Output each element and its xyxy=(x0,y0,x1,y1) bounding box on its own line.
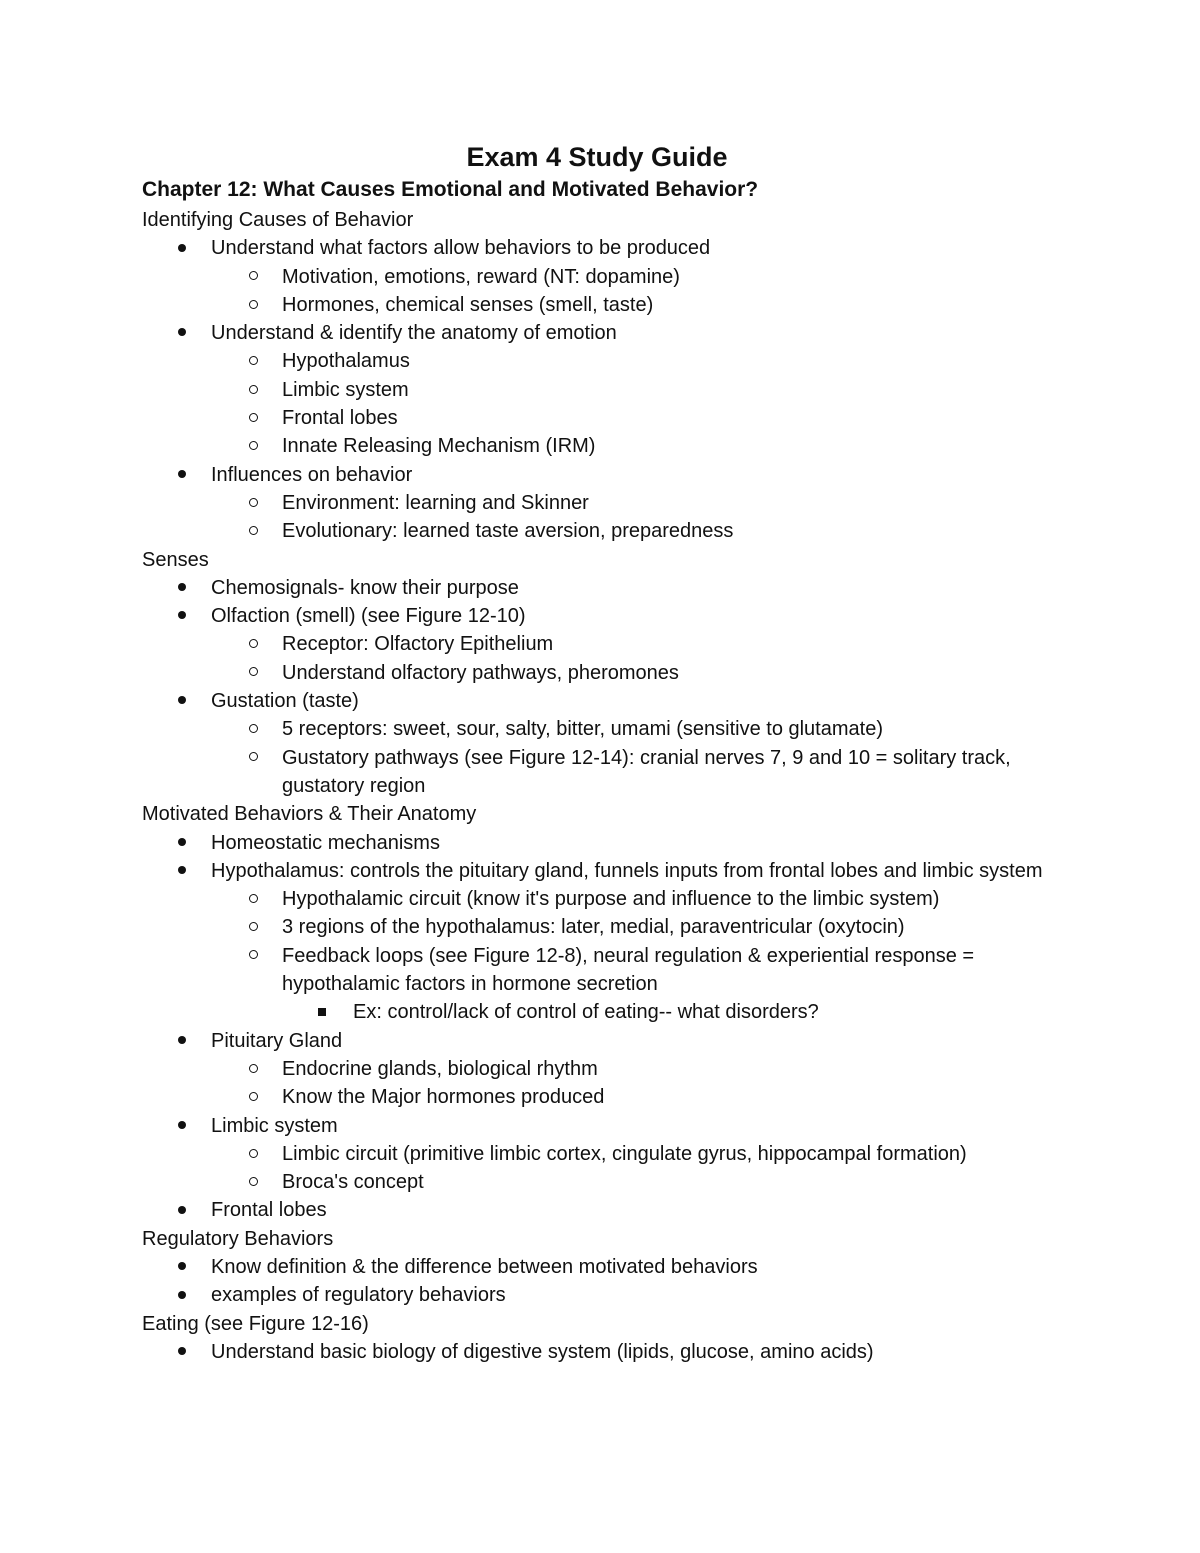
document-page xyxy=(142,140,1062,1366)
section-heading xyxy=(142,1225,1062,1253)
bullet-circle-icon xyxy=(249,715,258,743)
line-text: Innate Releasing Mechanism (IRM) xyxy=(282,435,596,458)
bullet-disc-icon xyxy=(178,1253,186,1281)
line-text: Chemosignals- know their purpose xyxy=(211,576,519,599)
line-text: Olfaction (smell) (see Figure 12-10) xyxy=(211,605,526,628)
list-item xyxy=(142,404,1062,432)
chapter-heading: Chapter 12: What Causes Emotional and Motivated Behavior? xyxy=(142,178,759,201)
outline-list xyxy=(142,206,1062,1366)
bullet-circle-icon xyxy=(249,404,258,432)
line-text: Senses xyxy=(142,548,209,571)
list-item xyxy=(142,1055,1062,1083)
list-item xyxy=(142,574,1062,602)
bullet-disc-icon xyxy=(178,461,186,489)
line-text: Feedback loops (see Figure 12-8), neural regulation & experiential response = hypothalamic factors in hormone secretion xyxy=(282,944,975,996)
line-text: Homeostatic mechanisms xyxy=(211,831,440,854)
bullet-disc-icon xyxy=(178,857,186,885)
list-item xyxy=(142,857,1062,885)
list-item xyxy=(142,744,1062,801)
list-item xyxy=(142,376,1062,404)
list-item xyxy=(142,517,1062,545)
list-item xyxy=(142,461,1062,489)
bullet-circle-icon xyxy=(249,489,258,517)
list-item xyxy=(142,1338,1062,1366)
line-text: Eating (see Figure 12-16) xyxy=(142,1312,369,1335)
section-heading xyxy=(142,800,1062,828)
bullet-circle-icon xyxy=(249,376,258,404)
list-item xyxy=(142,1083,1062,1111)
section-heading xyxy=(142,206,1062,234)
line-text: examples of regulatory behaviors xyxy=(211,1284,506,1307)
line-text: Limbic circuit (primitive limbic cortex, cingulate gyrus, hippocampal formation) xyxy=(282,1142,967,1165)
bullet-circle-icon xyxy=(249,1055,258,1083)
line-text: Evolutionary: learned taste aversion, preparedness xyxy=(282,520,734,543)
bullet-disc-icon xyxy=(178,1281,186,1309)
bullet-circle-icon xyxy=(249,263,258,291)
bullet-disc-icon xyxy=(178,574,186,602)
line-text: Broca's concept xyxy=(282,1171,424,1194)
bullet-disc-icon xyxy=(178,1112,186,1140)
list-item xyxy=(142,489,1062,517)
line-text: Gustatory pathways (see Figure 12-14): cranial nerves 7, 9 and 10 = solitary track, gustatory region xyxy=(282,746,1011,797)
line-text: Influences on behavior xyxy=(211,463,413,486)
line-text: Frontal lobes xyxy=(211,1199,327,1222)
list-item xyxy=(142,234,1062,262)
section-heading xyxy=(142,546,1062,574)
page-title: Exam 4 Study Guide xyxy=(466,142,728,172)
list-item xyxy=(142,1140,1062,1168)
bullet-circle-icon xyxy=(249,885,258,913)
bullet-disc-icon xyxy=(178,234,186,262)
line-text: Frontal lobes xyxy=(282,407,398,430)
list-item xyxy=(142,1168,1062,1196)
list-item xyxy=(142,942,1062,999)
line-text: Endocrine glands, biological rhythm xyxy=(282,1057,598,1080)
bullet-circle-icon xyxy=(249,517,258,545)
list-item xyxy=(142,1112,1062,1140)
list-item xyxy=(142,1027,1062,1055)
line-text: 5 receptors: sweet, sour, salty, bitter, umami (sensitive to glutamate) xyxy=(282,718,883,741)
list-item xyxy=(142,1281,1062,1309)
line-text: Understand olfactory pathways, pheromones xyxy=(282,661,679,684)
bullet-circle-icon xyxy=(249,744,258,772)
line-text: Motivated Behaviors & Their Anatomy xyxy=(142,803,477,826)
list-item xyxy=(142,1196,1062,1224)
line-text: Hypothalamus xyxy=(282,350,410,373)
bullet-disc-icon xyxy=(178,1196,186,1224)
line-text: Pituitary Gland xyxy=(211,1029,343,1052)
line-text: Understand basic biology of digestive system (lipids, glucose, amino acids) xyxy=(211,1340,874,1363)
line-text: Regulatory Behaviors xyxy=(142,1227,334,1250)
line-text: Know definition & the difference between motivated behaviors xyxy=(211,1255,758,1278)
bullet-square-icon xyxy=(318,998,326,1026)
line-text: Hormones, chemical senses (smell, taste) xyxy=(282,293,654,316)
bullet-disc-icon xyxy=(178,1338,186,1366)
bullet-disc-icon xyxy=(178,687,186,715)
list-item xyxy=(142,602,1062,630)
line-text: Understand & identify the anatomy of emotion xyxy=(211,322,617,345)
line-text: Identifying Causes of Behavior xyxy=(142,209,414,231)
section-heading xyxy=(142,1310,1062,1338)
list-item xyxy=(142,687,1062,715)
bullet-circle-icon xyxy=(249,347,258,375)
list-item xyxy=(142,630,1062,658)
bullet-circle-icon xyxy=(249,1083,258,1111)
line-text: Gustation (taste) xyxy=(211,690,359,713)
list-item xyxy=(142,1253,1062,1281)
line-text: Understand what factors allow behaviors to be produced xyxy=(211,237,711,260)
bullet-circle-icon xyxy=(249,1168,258,1196)
bullet-circle-icon xyxy=(249,659,258,687)
line-text: Hypothalamus: controls the pituitary gland, funnels inputs from frontal lobes and limbic system xyxy=(211,859,1043,882)
line-text: Motivation, emotions, reward (NT: dopamine) xyxy=(282,265,680,288)
bullet-circle-icon xyxy=(249,291,258,319)
line-text: Receptor: Olfactory Epithelium xyxy=(282,633,554,656)
line-text: Know the Major hormones produced xyxy=(282,1086,605,1109)
bullet-disc-icon xyxy=(178,319,186,347)
bullet-circle-icon xyxy=(249,432,258,460)
line-text: Limbic system xyxy=(211,1114,338,1137)
list-item xyxy=(142,432,1062,460)
bullet-circle-icon xyxy=(249,913,258,941)
bullet-disc-icon xyxy=(178,829,186,857)
line-text: 3 regions of the hypothalamus: later, medial, paraventricular (oxytocin) xyxy=(282,916,905,939)
bullet-disc-icon xyxy=(178,1027,186,1055)
bullet-circle-icon xyxy=(249,1140,258,1168)
line-text: Ex: control/lack of control of eating-- what disorders? xyxy=(353,1001,819,1024)
list-item xyxy=(142,263,1062,291)
bullet-circle-icon xyxy=(249,630,258,658)
line-text: Limbic system xyxy=(282,378,409,401)
bullet-disc-icon xyxy=(178,602,186,630)
list-item xyxy=(142,829,1062,857)
bullet-circle-icon xyxy=(249,942,258,970)
list-item xyxy=(142,715,1062,743)
list-item xyxy=(142,659,1062,687)
list-item xyxy=(142,319,1062,347)
line-text: Environment: learning and Skinner xyxy=(282,491,589,514)
list-item xyxy=(142,913,1062,941)
list-item xyxy=(142,998,1062,1026)
list-item xyxy=(142,885,1062,913)
list-item xyxy=(142,291,1062,319)
list-item xyxy=(142,347,1062,375)
line-text: Hypothalamic circuit (know it's purpose and influence to the limbic system) xyxy=(282,888,940,911)
